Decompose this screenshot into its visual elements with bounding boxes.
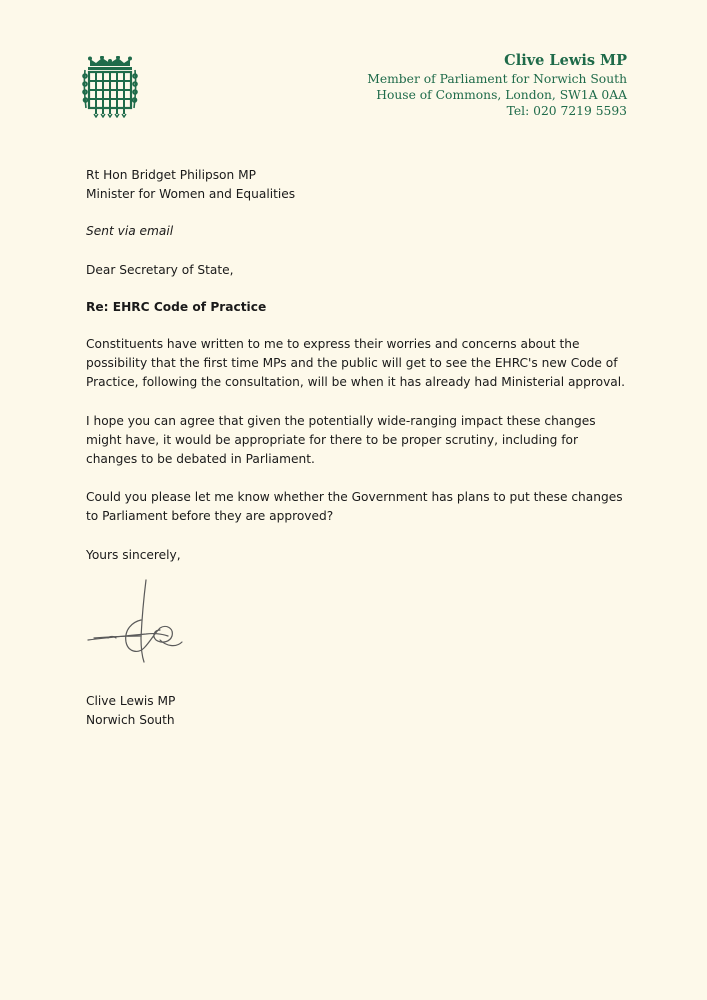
mp-address: House of Commons, London, SW1A 0AA [376, 88, 627, 102]
recipient-name: Rt Hon Bridget Philipson MP [86, 168, 256, 182]
recipient-role: Minister for Women and Equalities [86, 187, 296, 202]
salutation: Dear Secretary of State, [86, 262, 234, 277]
subject-line: Re: EHRC Code of Practice [86, 299, 267, 314]
handwritten-signature [84, 576, 194, 666]
delivery-note: Sent via email [86, 224, 174, 239]
sender-name: Clive Lewis MP [86, 694, 176, 708]
recipient-block [86, 166, 631, 204]
sender-block [86, 692, 175, 730]
mp-name: Clive Lewis MP [504, 52, 627, 69]
portcullis-icon [82, 56, 138, 118]
paragraph-1: Constituents have written to me to express their worries and concerns about the possibility that the first time MPs and the public will get to see the EHRC's new Code of Practice, following the consultation, will be when it has already had Ministerial approval. [86, 337, 626, 390]
closing: Yours sincerely, [86, 547, 181, 562]
mp-title: Member of Parliament for Norwich South [367, 72, 627, 86]
letter-body [86, 166, 631, 565]
paragraph-2: I hope you can agree that given the potentially wide-ranging impact these changes might have, it would be appropriate for there to be proper scrutiny, including for changes to be debated in Parliament. [86, 413, 596, 467]
paragraph-3: Could you please let me know whether the Government has plans to put these changes to Parliament before they are approved? [86, 490, 623, 524]
sender-constituency: Norwich South [86, 713, 175, 728]
letterhead [367, 52, 627, 119]
mp-telephone: Tel: 020 7219 5593 [506, 104, 627, 118]
